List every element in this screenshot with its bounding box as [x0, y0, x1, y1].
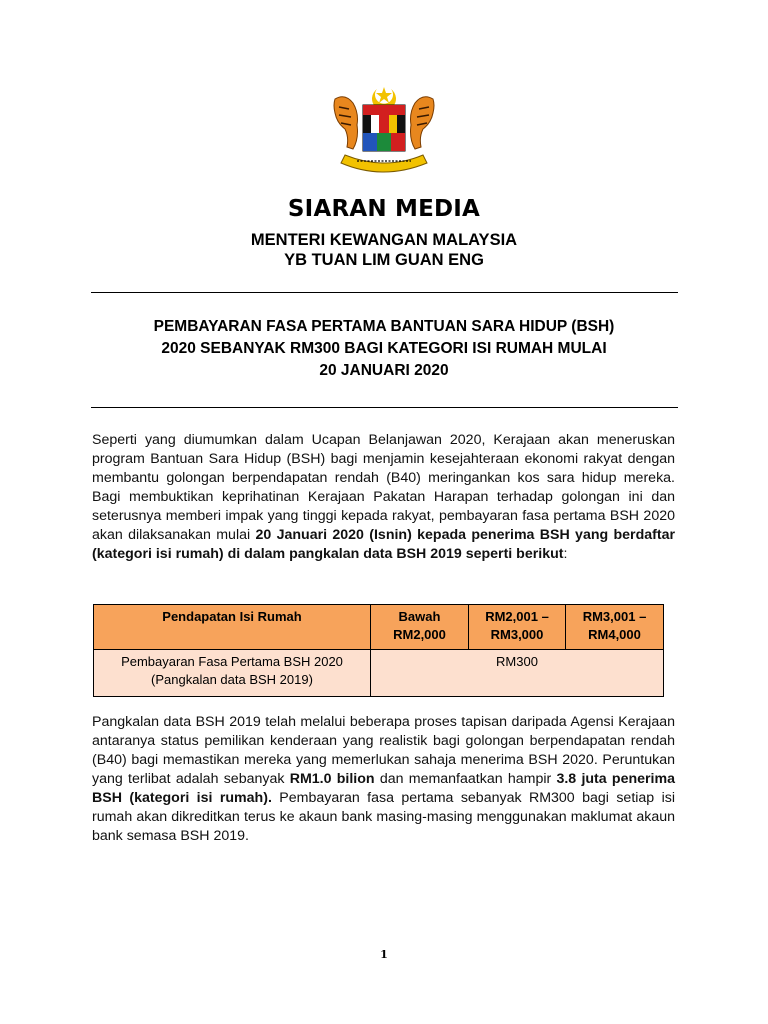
table-header-cell: Bawah RM2,000 — [371, 605, 469, 650]
headline — [80, 316, 688, 382]
table-header-cell: RM3,001 – RM4,000 — [566, 605, 664, 650]
page-number: 1 — [380, 948, 388, 961]
allocation-amount: RM1.0 bilion — [289, 771, 375, 787]
recipient-count: 3.8 juta penerima BSH (kategori isi rumah). — [92, 771, 675, 806]
coat-of-arms-icon — [327, 85, 441, 173]
paragraph-details — [92, 713, 675, 846]
table-header-cell: Pendapatan Isi Rumah — [94, 605, 371, 650]
table-row-label: Pembayaran Fasa Pertama BSH 2020 (Pangkalan data BSH 2019) — [94, 650, 371, 697]
minister-name: YB TUAN LIM GUAN ENG — [284, 251, 484, 269]
divider-bottom — [91, 407, 678, 408]
paragraph-details-text-1: Pangkalan data BSH 2019 telah melalui beberapa proses tapisan daripada Agensi Kerajaan antaranya status pemilikan kenderaan yang realistik bagi golongan berpendapatan rendah (B40) bagi memastikan mereka yang memerlukan sahaja menerima BSH 2020. Peruntukan yang terlibat adalah sebanyak — [92, 714, 675, 787]
table-header-row — [94, 605, 664, 650]
paragraph-intro — [92, 431, 675, 564]
headline-line-1: PEMBAYARAN FASA PERTAMA BANTUAN SARA HIDUP (BSH) — [153, 318, 615, 335]
bsh-payment-table — [93, 604, 664, 697]
paragraph-details-text-2: dan memanfaatkan hampir — [374, 771, 557, 787]
document-title: SIARAN MEDIA — [287, 196, 481, 222]
divider-top — [91, 292, 678, 293]
table-header-cell: RM2,001 – RM3,000 — [469, 605, 566, 650]
paragraph-intro-bold: 20 Januari 2020 (Isnin) kepada penerima BSH yang berdaftar (kategori isi rumah) di dalam pangkalan data BSH 2019 seperti berikut — [92, 527, 675, 562]
paragraph-details-text-3: Pembayaran fasa pertama sebanyak RM300 bagi setiap isi rumah akan dikreditkan terus ke akaun bank masing-masing menggunakan maklumat akaun bank semasa BSH 2019. — [92, 790, 675, 844]
headline-line-3: 20 JANUARI 2020 — [319, 362, 449, 379]
table-row-value: RM300 — [371, 650, 664, 697]
ministry-name: MENTERI KEWANGAN MALAYSIA — [250, 231, 518, 249]
table-row — [94, 650, 664, 697]
paragraph-intro-end: : — [563, 546, 568, 562]
headline-line-2: 2020 SEBANYAK RM300 BAGI KATEGORI ISI RUMAH MULAI — [161, 340, 607, 357]
paragraph-intro-text: Seperti yang diumumkan dalam Ucapan Belanjawan 2020, Kerajaan akan meneruskan program Bantuan Sara Hidup (BSH) bagi menjamin kesejahteraan ekonomi rakyat dengan membantu golongan berpendapatan rendah (B40) meringankan kos sara hidup mereka. Bagi membuktikan keprihatinan Kerajaan Pakatan Harapan terhadap golongan ini dan seterusnya memberi impak yang tinggi kepada rakyat, pembayaran fasa pertama BSH 2020 akan dilaksanakan mulai — [92, 432, 675, 543]
